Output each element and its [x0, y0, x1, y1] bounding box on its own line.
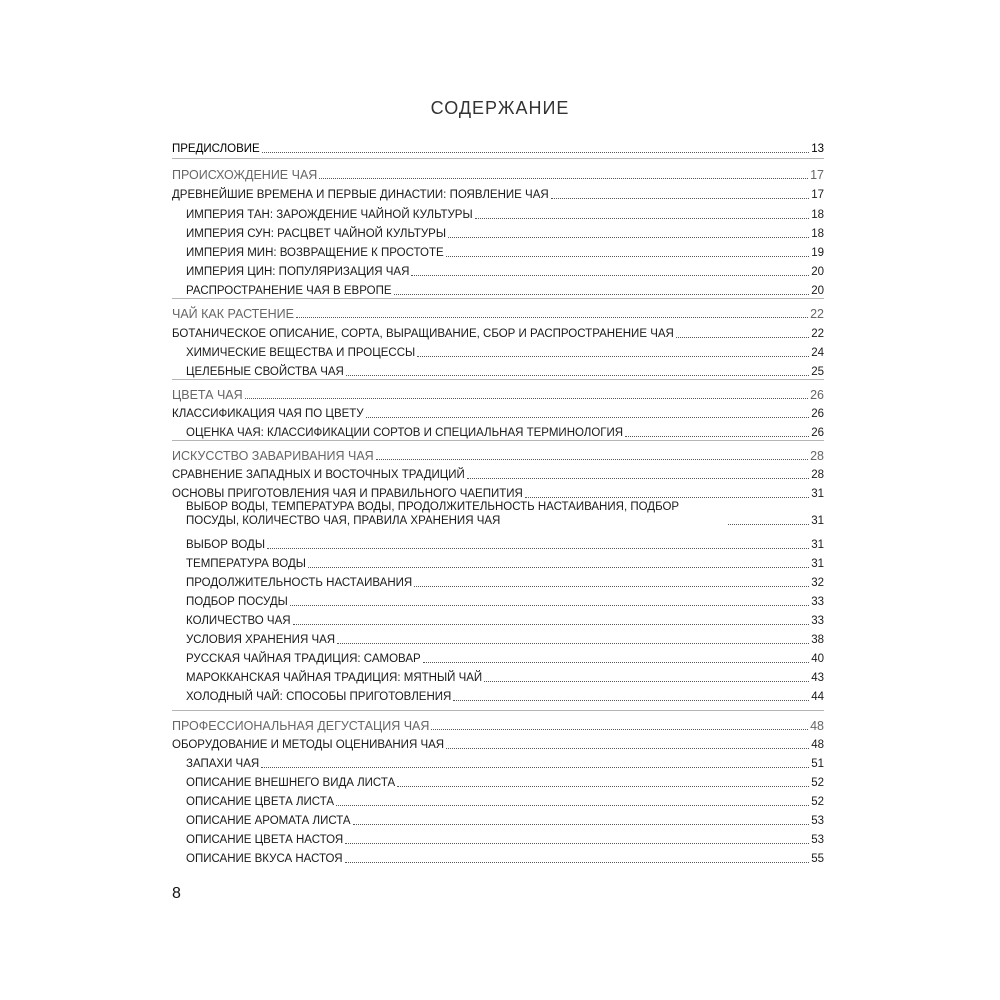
- toc-entry-label: УСЛОВИЯ ХРАНЕНИЯ ЧАЯ: [186, 634, 336, 646]
- toc-entry-label: ЦЕЛЕБНЫЕ СВОЙСТВА ЧАЯ: [186, 366, 344, 378]
- toc-entry[interactable]: [172, 182, 824, 202]
- toc-entry-page: 31: [811, 539, 824, 551]
- toc-entry-label: ОБОРУДОВАНИЕ И МЕТОДЫ ОЦЕНИВАНИЯ ЧАЯ: [172, 739, 445, 751]
- toc-entry-label: ИМПЕРИЯ ЦИН: ПОПУЛЯРИЗАЦИЯ ЧАЯ: [186, 266, 410, 278]
- toc-entry-preface[interactable]: [172, 136, 824, 156]
- toc-entry[interactable]: [172, 732, 824, 752]
- dot-leader: [625, 436, 809, 437]
- dot-leader: [345, 843, 809, 844]
- dot-leader: [728, 524, 809, 525]
- toc-entry-label: ИМПЕРИЯ СУН: РАСЦВЕТ ЧАЙНОЙ КУЛЬТУРЫ: [186, 228, 447, 240]
- page-number: 8: [172, 885, 181, 902]
- toc-entry-page: 33: [811, 615, 824, 627]
- dot-leader: [376, 459, 808, 460]
- dot-leader: [261, 767, 809, 768]
- section-divider: [172, 440, 824, 441]
- toc-subentry[interactable]: [172, 570, 824, 590]
- toc-entry-label: ИМПЕРИЯ МИН: ВОЗВРАЩЕНИЕ К ПРОСТОТЕ: [186, 247, 444, 259]
- toc-entry-label: ЗАПАХИ ЧАЯ: [186, 758, 260, 770]
- toc-subentry[interactable]: [172, 340, 824, 360]
- toc-entry[interactable]: [172, 401, 824, 421]
- dot-leader: [676, 337, 809, 338]
- toc-entry-page: 52: [811, 777, 824, 789]
- dot-leader: [345, 862, 810, 863]
- toc-entry-page: 20: [811, 266, 824, 278]
- section-divider: [172, 379, 824, 380]
- toc-entry-label: ОПИСАНИЕ ВНЕШНЕГО ВИДА ЛИСТА: [186, 777, 396, 789]
- toc-entry-page: 31: [811, 558, 824, 570]
- toc-entry-page: 31: [811, 488, 824, 500]
- toc-entry-label: МАРОККАНСКАЯ ЧАЙНАЯ ТРАДИЦИЯ: МЯТНЫЙ ЧАЙ: [186, 672, 483, 684]
- toc-section-brewing[interactable]: [172, 443, 824, 463]
- toc-entry-page: 24: [811, 347, 824, 359]
- toc-entry-label: ИМПЕРИЯ ТАН: ЗАРОЖДЕНИЕ ЧАЙНОЙ КУЛЬТУРЫ: [186, 209, 473, 221]
- dot-leader: [446, 256, 810, 257]
- dot-leader: [446, 748, 809, 749]
- toc-entry-label: ПРЕДИСЛОВИЕ: [172, 143, 260, 155]
- toc-entry-page: 48: [811, 739, 824, 751]
- dot-leader: [296, 317, 808, 318]
- dot-leader: [245, 398, 808, 399]
- toc-subentry[interactable]: [172, 420, 824, 440]
- toc-entry-page: 13: [811, 143, 824, 155]
- toc-subentry[interactable]: [172, 751, 824, 771]
- toc-entry[interactable]: [172, 462, 824, 482]
- toc-entry-page: 17: [811, 189, 824, 201]
- toc-section-origin[interactable]: [172, 162, 824, 182]
- toc-entry-label: БОТАНИЧЕСКОЕ ОПИСАНИЕ, СОРТА, ВЫРАЩИВАНИЕ, СБОР И РАСПРОСТРАНЕНИЕ ЧАЯ: [172, 328, 674, 340]
- toc-entry-page: 44: [811, 691, 824, 703]
- page-title: СОДЕРЖАНИЕ: [430, 98, 570, 118]
- toc-entry-label: КОЛИЧЕСТВО ЧАЯ: [186, 615, 291, 627]
- toc-entry-label: ОПИСАНИЕ ЦВЕТА ЛИСТА: [186, 796, 335, 808]
- toc-entry-page: 20: [811, 285, 824, 297]
- toc-entry-page: 22: [810, 307, 824, 321]
- toc-section-label: ЦВЕТА ЧАЯ: [172, 388, 243, 402]
- dot-leader: [411, 275, 809, 276]
- toc-entry-page: 53: [811, 815, 824, 827]
- toc-subentry[interactable]: [172, 827, 824, 847]
- toc-subentry[interactable]: [172, 665, 824, 685]
- toc-subentry[interactable]: [172, 846, 824, 866]
- toc-entry-page: 38: [811, 634, 824, 646]
- toc-entry-page: 26: [811, 408, 824, 420]
- dot-leader: [394, 294, 810, 295]
- toc-entry-page: 18: [811, 228, 824, 240]
- dot-leader: [423, 662, 810, 663]
- toc-section-label: ИСКУССТВО ЗАВАРИВАНИЯ ЧАЯ: [172, 449, 374, 463]
- dot-leader: [337, 643, 809, 644]
- toc-subentry[interactable]: [172, 259, 824, 279]
- toc-subentry[interactable]: [172, 608, 824, 628]
- dot-leader: [262, 152, 810, 153]
- toc-subentry[interactable]: [172, 240, 824, 260]
- toc-entry-label: ОПИСАНИЕ ЦВЕТА НАСТОЯ: [186, 834, 344, 846]
- dot-leader: [346, 375, 809, 376]
- dot-leader: [293, 624, 810, 625]
- toc-subentry[interactable]: [172, 359, 824, 379]
- dot-leader: [414, 586, 809, 587]
- toc-subentry[interactable]: [172, 551, 824, 571]
- dot-leader: [319, 178, 808, 179]
- toc-entry-page: 28: [810, 449, 824, 463]
- toc-entry-page: 17: [810, 168, 824, 182]
- dot-leader: [551, 198, 810, 199]
- toc-subentry[interactable]: [172, 770, 824, 790]
- toc-section-label: ПРОФЕССИОНАЛЬНАЯ ДЕГУСТАЦИЯ ЧАЯ: [172, 719, 430, 733]
- toc-entry-label: ХОЛОДНЫЙ ЧАЙ: СПОСОБЫ ПРИГОТОВЛЕНИЯ: [186, 691, 452, 703]
- toc-section-tasting[interactable]: [172, 713, 824, 733]
- dot-leader: [417, 356, 809, 357]
- section-divider: [172, 298, 824, 299]
- toc-entry-label: ТЕМПЕРАТУРА ВОДЫ: [186, 558, 306, 570]
- toc-entry-page: 48: [810, 719, 824, 733]
- toc-entry-page: 22: [811, 328, 824, 340]
- toc-subentry[interactable]: [172, 278, 824, 298]
- toc-entry-page: 32: [811, 577, 824, 589]
- dot-leader: [475, 218, 810, 219]
- dot-leader: [467, 478, 809, 479]
- toc-entry-label: КЛАССИФИКАЦИЯ ЧАЯ ПО ЦВЕТУ: [172, 408, 364, 420]
- toc-entry-page: 18: [811, 209, 824, 221]
- toc-entry-label: ПРОДОЛЖИТЕЛЬНОСТЬ НАСТАИВАНИЯ: [186, 577, 413, 589]
- dot-leader: [336, 805, 809, 806]
- toc-section-colors[interactable]: [172, 382, 824, 402]
- toc-entry-page: 19: [811, 247, 824, 259]
- section-divider: [172, 158, 824, 159]
- toc-entry-label: ПОДБОР ПОСУДЫ: [186, 596, 288, 608]
- toc-entry-page: 53: [811, 834, 824, 846]
- toc-subentry[interactable]: [172, 494, 824, 528]
- section-divider: [172, 710, 824, 711]
- toc-entry-label: ОПИСАНИЕ ВКУСА НАСТОЯ: [186, 853, 343, 865]
- dot-leader: [484, 681, 809, 682]
- toc-subentry[interactable]: [172, 646, 824, 666]
- toc-entry-page: 51: [811, 758, 824, 770]
- toc-entry-label: РУССКАЯ ЧАЙНАЯ ТРАДИЦИЯ: САМОВАР: [186, 653, 421, 665]
- toc-entry-label: ВЫБОР ВОДЫ, ТЕМПЕРАТУРА ВОДЫ, ПРОДОЛЖИТЕЛЬНОСТЬ НАСТАИВАНИЯ, ПОДБОР ПОСУДЫ, КОЛИЧЕСТВО ЧАЯ, ПРАВИЛА ХРАНЕНИЯ ЧАЯ: [186, 501, 680, 527]
- dot-leader: [448, 237, 809, 238]
- toc-entry-page: 25: [811, 366, 824, 378]
- toc-entry-page: 33: [811, 596, 824, 608]
- toc-subentry[interactable]: [172, 808, 824, 828]
- dot-leader: [308, 567, 809, 568]
- toc-entry-label: ВЫБОР ВОДЫ: [186, 539, 266, 551]
- toc-subentry[interactable]: [172, 532, 824, 552]
- toc-entry-label: ДРЕВНЕЙШИЕ ВРЕМЕНА И ПЕРВЫЕ ДИНАСТИИ: ПОЯВЛЕНИЕ ЧАЯ: [172, 189, 549, 201]
- toc-entry-page: 28: [811, 469, 824, 481]
- toc-subentry[interactable]: [172, 221, 824, 241]
- toc-entry-label: ОСНОВЫ ПРИГОТОВЛЕНИЯ ЧАЯ И ПРАВИЛЬНОГО ЧАЕПИТИЯ: [172, 488, 523, 500]
- dot-leader: [267, 548, 809, 549]
- toc-entry-page: 26: [810, 388, 824, 402]
- toc-entry[interactable]: [172, 321, 824, 341]
- dot-leader: [431, 729, 808, 730]
- toc-entry-page: 31: [811, 515, 824, 527]
- toc-subentry[interactable]: [172, 789, 824, 809]
- toc-section-label: ЧАЙ КАК РАСТЕНИЕ: [172, 307, 294, 321]
- toc-entry-page: 43: [811, 672, 824, 684]
- toc-section-plant[interactable]: [172, 301, 824, 321]
- toc-entry-page: 40: [811, 653, 824, 665]
- toc-entry-page: 55: [811, 853, 824, 865]
- toc-entry-label: РАСПРОСТРАНЕНИЕ ЧАЯ В ЕВРОПЕ: [186, 285, 392, 297]
- toc-entry-page: 26: [811, 427, 824, 439]
- toc-entry-label: ОЦЕНКА ЧАЯ: КЛАССИФИКАЦИИ СОРТОВ И СПЕЦИАЛЬНАЯ ТЕРМИНОЛОГИЯ: [186, 427, 624, 439]
- toc-section-label: ПРОИСХОЖДЕНИЕ ЧАЯ: [172, 168, 318, 182]
- toc-subentry[interactable]: [172, 202, 824, 222]
- toc-subentry[interactable]: [172, 684, 824, 704]
- toc-entry-label: ХИМИЧЕСКИЕ ВЕЩЕСТВА И ПРОЦЕССЫ: [186, 347, 416, 359]
- toc-subentry[interactable]: [172, 627, 824, 647]
- dot-leader: [453, 700, 809, 701]
- dot-leader: [366, 417, 810, 418]
- dot-leader: [290, 605, 809, 606]
- toc-entry-label: СРАВНЕНИЕ ЗАПАДНЫХ И ВОСТОЧНЫХ ТРАДИЦИЙ: [172, 469, 465, 481]
- toc-subentry[interactable]: [172, 589, 824, 609]
- toc-entry-label: ОПИСАНИЕ АРОМАТА ЛИСТА: [186, 815, 351, 827]
- dot-leader: [397, 786, 809, 787]
- toc-entry-page: 52: [811, 796, 824, 808]
- dot-leader: [353, 824, 810, 825]
